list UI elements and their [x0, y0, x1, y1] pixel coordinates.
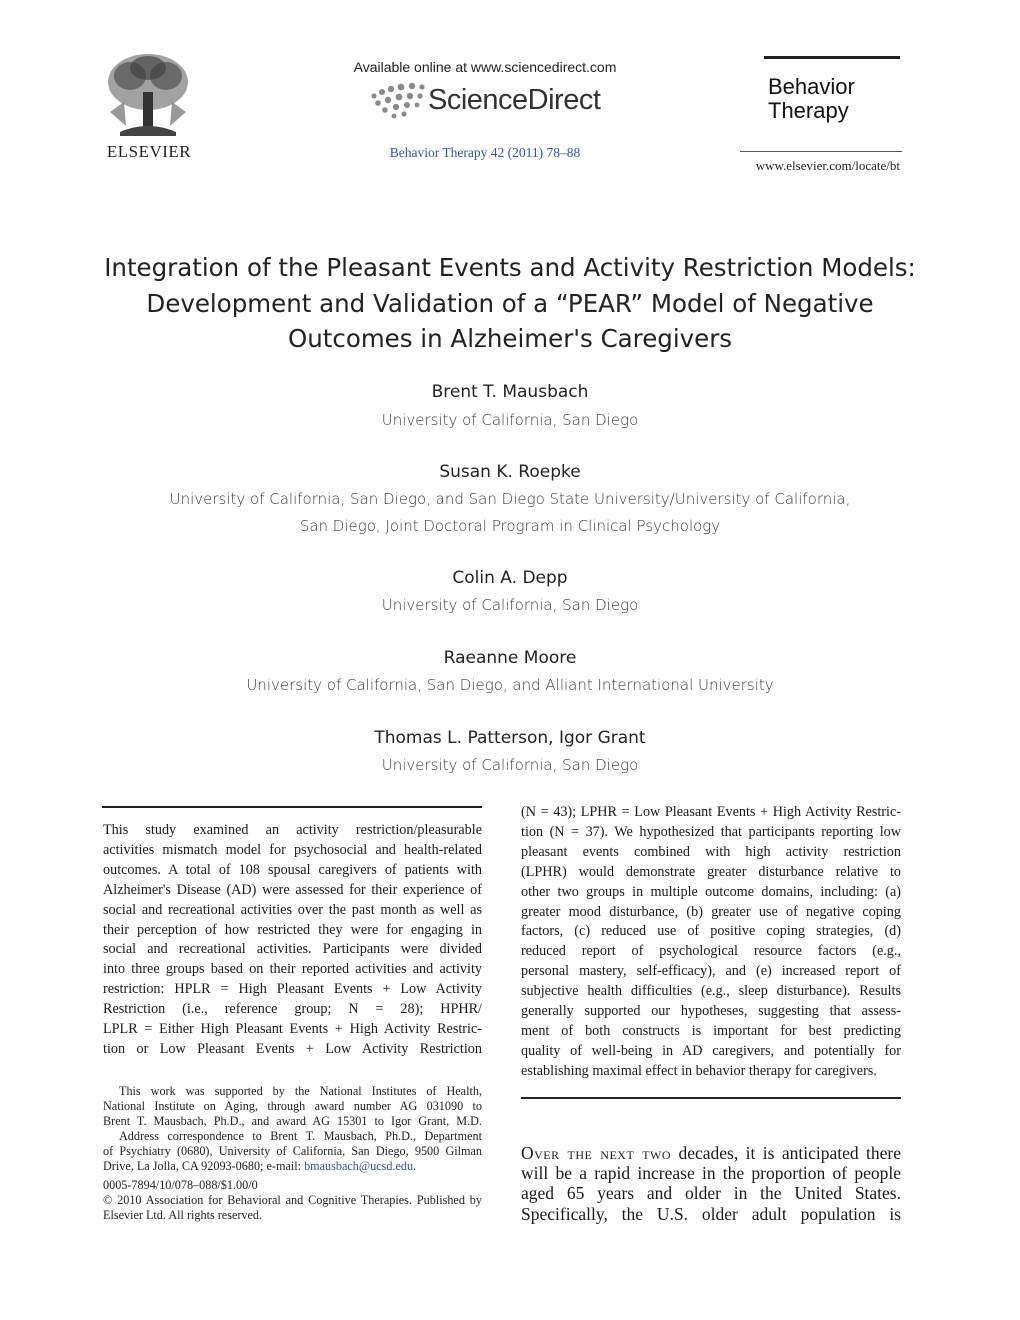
sciencedirect-dots-icon: [368, 82, 428, 120]
elsevier-logo: [100, 52, 198, 164]
author-name: Thomas L. Patterson, Igor Grant: [374, 728, 646, 748]
abstract-top-rule: [102, 806, 482, 808]
author-name: Brent T. Mausbach: [431, 382, 589, 402]
abstract-line: tion or Low Pleasant Events + Low Activity Restriction: [103, 1040, 482, 1057]
abstract-line: social and recreational activities over the past month as well as: [103, 901, 482, 918]
footnote-line: Brent T. Mausbach, Ph.D., and award AG 15301 to Igor Grant, M.D.: [103, 1114, 482, 1128]
author-affiliation: University of California, San Diego: [381, 756, 639, 774]
author-name: Susan K. Roepke: [439, 462, 581, 482]
body-line: aged 65 years and older in the United States.: [521, 1183, 901, 1204]
author-affiliation: University of California, San Diego, and San Diego State University/University of California,: [169, 490, 851, 508]
header-divider: [740, 151, 902, 152]
abstract-right-column: [521, 803, 901, 1082]
abstract-line: establishing maximal effect in behavior therapy for caregivers.: [521, 1062, 877, 1079]
abstract-line: ment of both constructs is important for best predicting: [521, 1022, 901, 1039]
abstract-line: reduced report of psychological resource factors (e.g.,: [521, 943, 901, 960]
journal-logo-rule: [764, 56, 900, 59]
body-line-first: [521, 1143, 901, 1163]
elsevier-wordmark: ELSEVIER: [106, 142, 192, 161]
copyright-line: © 2010 Association for Behavioral and Cognitive Therapies. Published by: [103, 1193, 482, 1207]
abstract-line: quality of well-being in AD caregivers, and potentially for: [521, 1042, 901, 1059]
abstract-line: This study examined an activity restriction/pleasurable: [103, 822, 482, 838]
abstract-line: Alzheimer's Disease (AD) were assessed for their experience of: [103, 881, 482, 898]
abstract-line: social and recreational activities. Participants were divided: [103, 941, 482, 958]
abstract-line: outcomes. A total of 108 spousal caregivers of patients with: [103, 861, 482, 878]
author-affiliation: University of California, San Diego, and Alliant International University: [246, 676, 774, 694]
abstract-line: activities mismatch model for psychosocial and health-related: [103, 841, 482, 858]
author-name: Raeanne Moore: [443, 648, 577, 668]
title-line: Integration of the Pleasant Events and Activity Restriction Models:: [104, 253, 916, 282]
footnote-line: Drive, La Jolla, CA 92093-0680; e-mail:: [103, 1159, 305, 1173]
footnote-line: National Institute on Aging, through award number AG 031090 to: [103, 1099, 482, 1113]
footnote-line: of Psychiatry (0680), University of California, San Diego, 9500 Gilman: [103, 1144, 482, 1158]
sciencedirect-logo[interactable]: [368, 80, 608, 124]
article-title: [60, 250, 960, 357]
abstract-line: pleasant events combined with high activity restriction: [521, 843, 901, 860]
behavior-therapy-logo: [764, 56, 902, 123]
journal-logo-line2: Therapy: [768, 98, 849, 123]
email-suffix: .: [413, 1159, 417, 1173]
journal-url-link[interactable]: www.elsevier.com/locate/bt: [755, 158, 900, 173]
funding-footnote: [103, 1084, 482, 1223]
body-line: Specifically, the U.S. older adult population is: [521, 1203, 901, 1224]
author-name: Colin A. Depp: [452, 568, 568, 588]
sciencedirect-wordmark: ScienceDirect: [428, 84, 601, 116]
issn-line: 0005-7894/10/078–088/$1.00/0: [103, 1178, 258, 1192]
abstract-line: greater mood disturbance, (b) greater use of negative coping: [521, 903, 901, 920]
body-line-rest: decades, it is anticipated there: [671, 1143, 901, 1163]
abstract-line: factors, (c) reduced use of positive coping strategies, (d): [521, 923, 901, 940]
abstract-line: subjective health difficulties (e.g., sleep disturbance). Results: [521, 983, 901, 1000]
copyright-line: Elsevier Ltd. All rights reserved.: [103, 1208, 263, 1222]
abstract-line: restriction: HPLR = High Pleasant Events + Low Activity: [103, 981, 482, 998]
body-line: will be a rapid increase in the proportion of people: [521, 1163, 901, 1184]
abstract-line: LPLR = Either High Pleasant Events + High Activity Restric-: [103, 1021, 482, 1038]
footnote-line: This work was supported by the National Institutes of Health,: [119, 1084, 482, 1098]
title-line: Development and Validation of a “PEAR” Model of Negative: [146, 288, 874, 318]
abstract-left-column: [103, 821, 482, 1060]
body-text-start: [521, 1143, 901, 1224]
body-lead-small-caps: Over the next two: [521, 1143, 672, 1163]
author-affiliation: San Diego, Joint Doctoral Program in Clinical Psychology: [299, 517, 721, 535]
author-affiliation: University of California, San Diego: [381, 596, 639, 614]
abstract-line: (N = 43); LPHR = Low Pleasant Events + High Activity Restric-: [521, 804, 901, 820]
abstract-line: personal mastery, self-efficacy), and (e) increased report of: [521, 963, 901, 980]
abstract-line: their perception of how restricted they were for engaging in: [103, 921, 482, 938]
author-affiliation: University of California, San Diego: [381, 411, 639, 429]
journal-citation-link[interactable]: Behavior Therapy 42 (2011) 78–88: [389, 145, 581, 160]
elsevier-tree-icon: [100, 52, 196, 138]
footnote-line-email: [103, 1159, 482, 1174]
abstract-line: other two groups in multiple outcome domains, including: (a): [521, 883, 901, 900]
footnote-line: Address correspondence to Brent T. Mausbach, Ph.D., Department: [119, 1129, 482, 1143]
abstract-bottom-rule: [521, 1097, 901, 1099]
available-online-text: Available online at www.sciencedirect.com: [353, 59, 617, 75]
abstract-line: Restriction (i.e., reference group; N = 28); HPHR/: [103, 1001, 482, 1018]
abstract-line: tion (N = 37). We hypothesized that participants reporting low: [521, 823, 901, 840]
abstract-line: generally supported our hypotheses, suggesting that assess-: [521, 1003, 901, 1020]
journal-logo-line1: Behavior: [768, 74, 855, 99]
abstract-line: into three groups based on their reported activities and activity: [103, 961, 482, 978]
abstract-line: (LPHR) would demonstrate greater disturbance relative to: [521, 863, 901, 880]
journal-logo-title: [768, 75, 902, 123]
email-link[interactable]: bmausbach@ucsd.edu: [304, 1159, 414, 1173]
title-line: Outcomes in Alzheimer's Caregivers: [287, 324, 733, 353]
